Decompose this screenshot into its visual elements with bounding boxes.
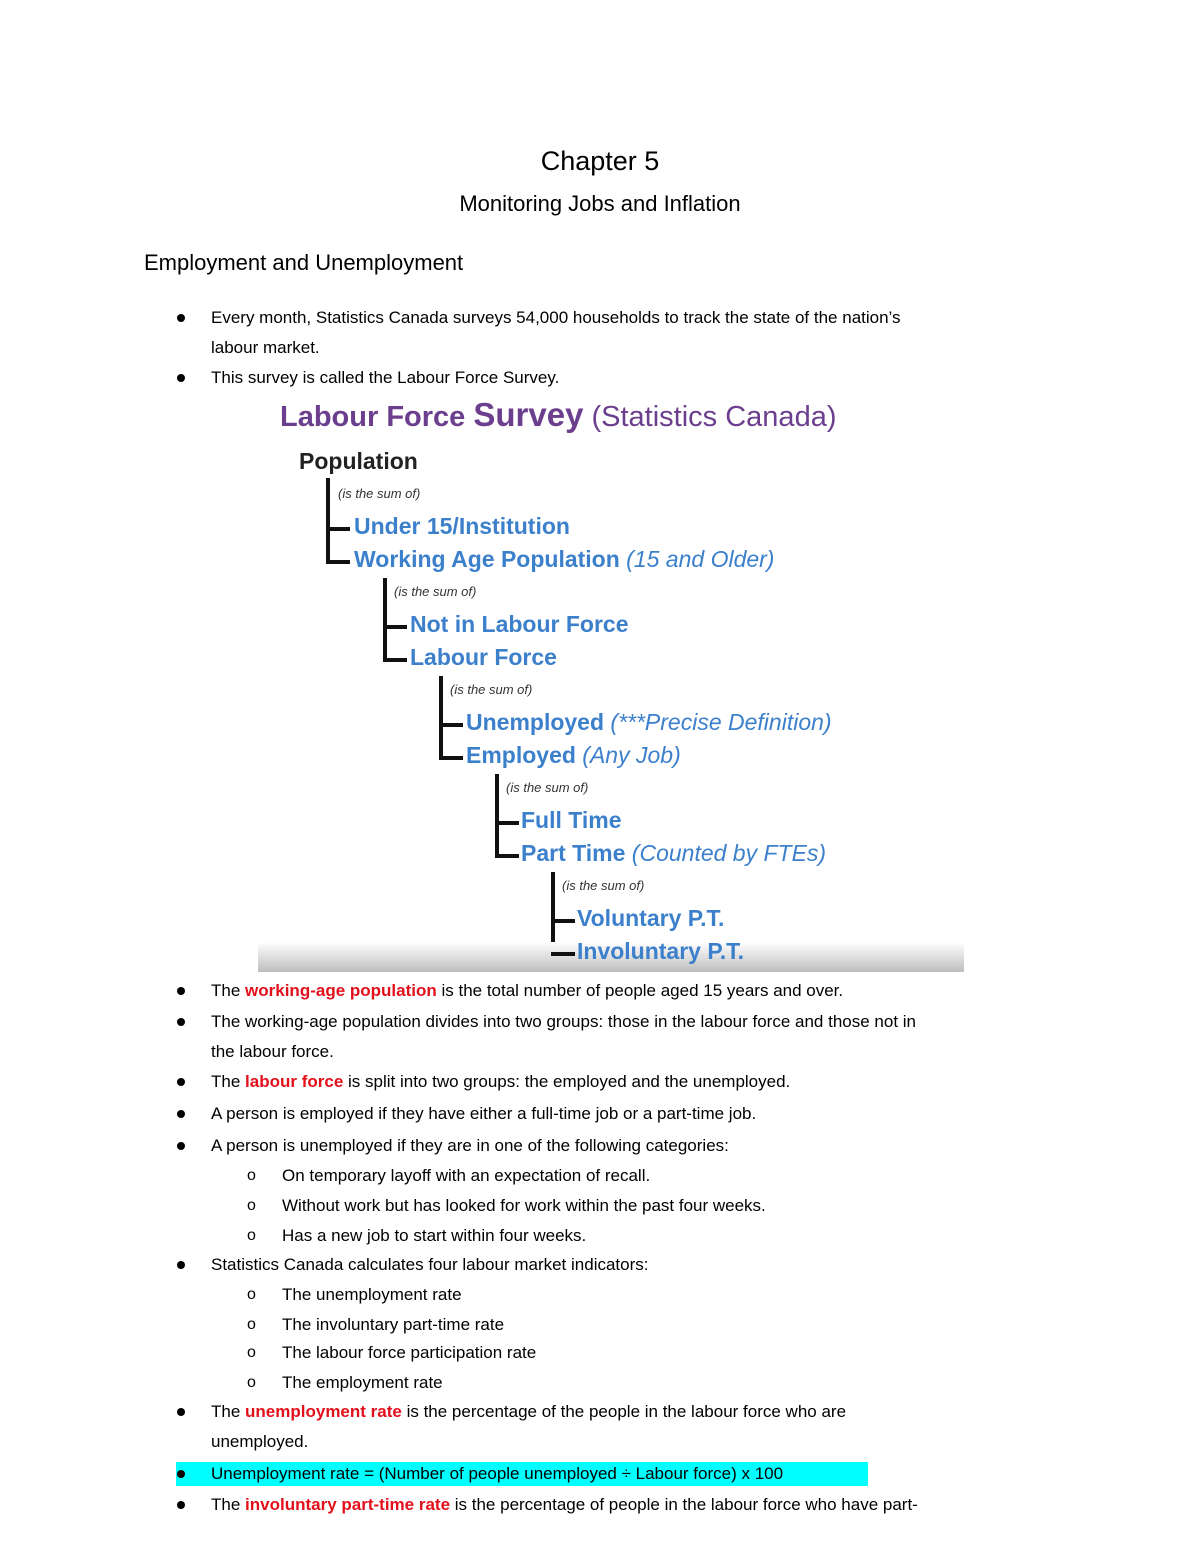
list-item: Every month, Statistics Canada surveys 54,000 households to track the state of the nation’s [211,308,901,327]
list-item [211,1495,918,1515]
node-employed [466,742,681,769]
bullet-icon [177,1470,185,1478]
bullet-icon [177,1018,185,1026]
text: The [211,1495,246,1514]
sum-of-label: (is the sum of) [450,682,533,697]
list-item-continuation: the labour force. [211,1042,334,1061]
list-item-continuation: unemployed. [211,1432,309,1451]
node-unemployed [466,709,832,736]
chapter-title: Chapter 5 [540,146,660,176]
node-label: Employed [466,742,576,768]
text: The [211,1402,246,1421]
sub-bullet-icon: o [247,1374,256,1391]
sum-of-label: (is the sum of) [562,878,645,893]
bullet-icon [177,1078,185,1086]
formula-unemployment-rate: Unemployment rate = (Number of people unemployed ÷ Labour force) x 100 [211,1464,784,1483]
diagram-title [280,396,836,434]
list-item [211,1072,790,1092]
tree-connector [326,527,350,531]
diagram-title-emphasis: Survey [473,396,584,433]
tree-connector [439,723,463,727]
bullet-icon [177,987,185,995]
node-under-15-institution: Under 15/Institution [354,513,570,539]
node-note: (15 and Older) [619,546,775,572]
list-item: Statistics Canada calculates four labour market indicators: [211,1255,649,1274]
node-labour-force: Labour Force [410,644,557,670]
text: is the percentage of the people in the labour force who are [401,1402,847,1421]
diagram-title-text: Labour Force [280,401,474,433]
sub-list-item: The labour force participation rate [282,1343,537,1362]
bullet-icon [177,1110,185,1118]
bullet-icon [177,1408,185,1416]
tree-connector [383,578,387,662]
sub-bullet-icon: o [247,1344,256,1361]
node-not-in-labour-force: Not in Labour Force [410,611,629,637]
sub-bullet-icon: o [247,1197,256,1214]
bullet-icon [177,1501,185,1509]
bullet-icon [177,1261,185,1269]
node-part-time [521,840,826,867]
node-voluntary-pt: Voluntary P.T. [577,905,725,931]
list-item [211,1402,846,1422]
tree-connector [439,756,463,760]
tree-connector [495,774,499,858]
sub-bullet-icon: o [247,1286,256,1303]
tree-connector [326,478,330,564]
node-note: (Counted by FTEs) [625,840,827,866]
list-item-continuation: labour market. [211,338,320,357]
labour-force-survey-diagram [258,390,964,972]
node-involuntary-pt: Involuntary P.T. [577,938,745,964]
tree-connector [383,658,407,662]
tree-connector [495,821,519,825]
node-full-time: Full Time [521,807,622,833]
bullet-icon [177,1142,185,1150]
sub-list-item: On temporary layoff with an expectation of recall. [282,1166,651,1185]
node-label: Part Time [521,840,626,866]
list-item [211,981,843,1001]
text: is the total number of people aged 15 years and over. [436,981,844,1000]
key-term: working-age population [245,981,437,1000]
node-label: Unemployed [466,709,605,735]
text: is split into two groups: the employed and the unemployed. [343,1072,791,1091]
node-population: Population [299,448,418,474]
key-term: unemployment rate [245,1402,402,1421]
sub-bullet-icon: o [247,1227,256,1244]
sub-list-item: Has a new job to start within four weeks. [282,1226,587,1245]
sub-list-item: The employment rate [282,1373,443,1392]
section-heading: Employment and Unemployment [144,250,464,275]
sub-list-item: The unemployment rate [282,1285,462,1304]
list-item: A person is employed if they have either a full-time job or a part-time job. [211,1104,757,1123]
sub-list-item: The involuntary part-time rate [282,1315,505,1334]
sub-bullet-icon: o [247,1316,256,1333]
node-note: (Any Job) [575,742,681,768]
tree-connector [383,625,407,629]
sum-of-label: (is the sum of) [506,780,589,795]
sum-of-label: (is the sum of) [394,584,477,599]
diagram-title-source: (Statistics Canada) [583,401,837,433]
text: The [211,1072,246,1091]
tree-connector [326,560,350,564]
sub-list-item: Without work but has looked for work within the past four weeks. [282,1196,766,1215]
sum-of-label: (is the sum of) [338,486,421,501]
chapter-subtitle: Monitoring Jobs and Inflation [459,191,741,216]
list-item: A person is unemployed if they are in one of the following categories: [211,1136,729,1155]
list-item: The working-age population divides into two groups: those in the labour force and those not in [211,1012,917,1031]
tree-connector [551,919,575,923]
tree-connector [495,854,519,858]
sub-bullet-icon: o [247,1167,256,1184]
tree-connector [551,952,575,956]
text: is the percentage of people in the labour force who have part- [450,1495,918,1514]
text: The [211,981,246,1000]
bullet-icon [177,374,185,382]
tree-connector [439,676,443,760]
node-working-age-population [354,546,774,573]
node-label: Working Age Population [354,546,620,572]
key-term: labour force [245,1072,344,1091]
bullet-icon [177,314,185,322]
key-term: involuntary part-time rate [245,1495,451,1514]
node-note: (***Precise Definition) [604,709,832,735]
list-item: This survey is called the Labour Force Survey. [211,368,560,387]
